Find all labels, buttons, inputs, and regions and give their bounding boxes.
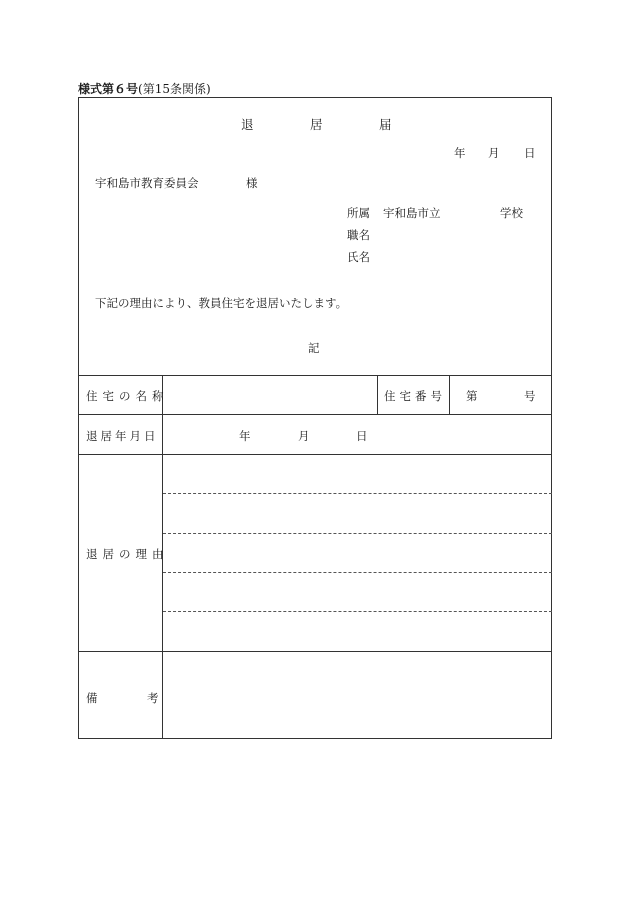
- addressee-name: 宇和島市教育委員会: [95, 176, 199, 190]
- form-article-reference: (第15条関係): [138, 82, 211, 96]
- reason-label: 退居の理由: [86, 547, 169, 561]
- remarks-field[interactable]: [164, 652, 551, 738]
- name-label: 氏名: [347, 250, 370, 264]
- statement-text: 下記の理由により、教員住宅を退居いたします。: [95, 296, 348, 310]
- move-out-day-label: 日: [356, 429, 368, 443]
- house-name-field[interactable]: [164, 376, 376, 413]
- house-number-suffix: 号: [524, 389, 536, 403]
- addressee-honorific: 様: [246, 176, 258, 190]
- house-number-divider-2: [449, 375, 450, 414]
- title-char-1: 退: [241, 117, 254, 132]
- position-label: 職名: [347, 228, 370, 242]
- house-number-label: 住宅番号: [384, 389, 446, 403]
- house-name-label: 住宅の名称: [86, 389, 169, 403]
- move-out-year-label: 年: [239, 429, 251, 443]
- form-title: [241, 115, 392, 133]
- house-number-prefix: 第: [466, 389, 478, 403]
- reason-field[interactable]: [164, 455, 551, 650]
- school-suffix: 学校: [500, 206, 523, 220]
- title-char-3: 届: [379, 117, 392, 132]
- house-number-divider-1: [377, 375, 378, 414]
- move-out-date-label: 退居年月日: [86, 429, 159, 443]
- form-number-label: [78, 80, 211, 97]
- date-year-label: 年: [454, 146, 466, 160]
- school-prefix: 宇和島市立: [383, 206, 441, 220]
- title-char-2: 居: [310, 117, 323, 132]
- date-day-label: 日: [524, 146, 536, 160]
- remarks-label-char-2: 考: [147, 691, 159, 705]
- ki-heading: 記: [308, 341, 320, 355]
- date-month-label: 月: [488, 146, 500, 160]
- house-number-field[interactable]: [478, 376, 522, 413]
- remarks-label-char-1: 備: [86, 691, 98, 705]
- affiliation-label: 所属: [347, 206, 370, 220]
- move-out-month-label: 月: [298, 429, 310, 443]
- form-number: 様式第６号: [78, 82, 139, 96]
